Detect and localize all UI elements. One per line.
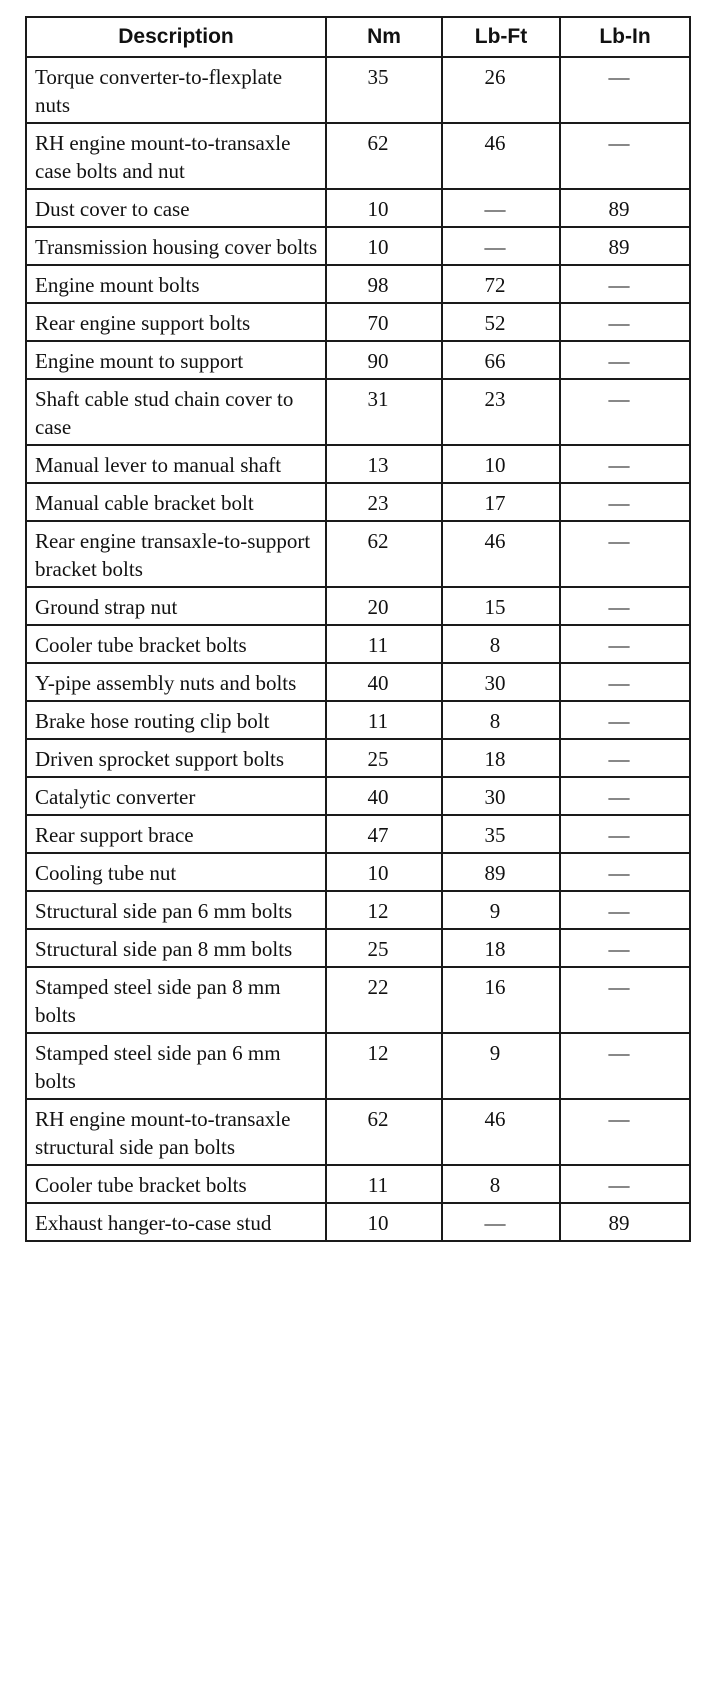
- table-row: [26, 1203, 690, 1241]
- table-row: [26, 587, 690, 625]
- table-body: [26, 57, 690, 1241]
- table-row: [26, 739, 690, 777]
- lbin-cell: —: [560, 379, 690, 445]
- table-row: [26, 1033, 690, 1099]
- lbft-cell: 9: [442, 1033, 560, 1099]
- nm-cell: 70: [326, 303, 442, 341]
- lbft-cell: 17: [442, 483, 560, 521]
- lbin-cell: —: [560, 303, 690, 341]
- lbin-cell: —: [560, 265, 690, 303]
- lbft-cell: 16: [442, 967, 560, 1033]
- lbin-cell: —: [560, 853, 690, 891]
- header-lbft: Lb-Ft: [442, 17, 560, 57]
- table-row: [26, 625, 690, 663]
- nm-cell: 11: [326, 1165, 442, 1203]
- lbft-cell: 46: [442, 123, 560, 189]
- header-nm: Nm: [326, 17, 442, 57]
- nm-cell: 62: [326, 521, 442, 587]
- lbft-cell: 8: [442, 701, 560, 739]
- nm-cell: 47: [326, 815, 442, 853]
- description-cell: Structural side pan 6 mm bolts: [26, 891, 326, 929]
- description-cell: Stamped steel side pan 6 mm bolts: [26, 1033, 326, 1099]
- lbft-cell: 35: [442, 815, 560, 853]
- description-cell: Cooling tube nut: [26, 853, 326, 891]
- nm-cell: 25: [326, 929, 442, 967]
- lbin-cell: —: [560, 521, 690, 587]
- lbft-cell: —: [442, 189, 560, 227]
- description-cell: Torque converter-to-flexplate nuts: [26, 57, 326, 123]
- lbft-cell: 30: [442, 663, 560, 701]
- description-cell: Catalytic converter: [26, 777, 326, 815]
- table-row: [26, 521, 690, 587]
- description-cell: Engine mount to support: [26, 341, 326, 379]
- lbin-cell: —: [560, 341, 690, 379]
- description-cell: Structural side pan 8 mm bolts: [26, 929, 326, 967]
- lbft-cell: 66: [442, 341, 560, 379]
- nm-cell: 12: [326, 1033, 442, 1099]
- table-row: [26, 929, 690, 967]
- description-cell: RH engine mount-to-transaxle structural side pan bolts: [26, 1099, 326, 1165]
- lbin-cell: 89: [560, 227, 690, 265]
- description-cell: Transmission housing cover bolts: [26, 227, 326, 265]
- lbin-cell: —: [560, 1099, 690, 1165]
- lbin-cell: —: [560, 663, 690, 701]
- nm-cell: 10: [326, 189, 442, 227]
- table-row: [26, 123, 690, 189]
- table-row: [26, 303, 690, 341]
- nm-cell: 62: [326, 1099, 442, 1165]
- lbin-cell: —: [560, 701, 690, 739]
- description-cell: Cooler tube bracket bolts: [26, 625, 326, 663]
- lbin-cell: —: [560, 739, 690, 777]
- lbft-cell: 72: [442, 265, 560, 303]
- lbft-cell: 30: [442, 777, 560, 815]
- nm-cell: 13: [326, 445, 442, 483]
- lbft-cell: 46: [442, 521, 560, 587]
- lbin-cell: —: [560, 929, 690, 967]
- lbft-cell: 52: [442, 303, 560, 341]
- lbin-cell: 89: [560, 189, 690, 227]
- lbin-cell: —: [560, 1033, 690, 1099]
- nm-cell: 11: [326, 701, 442, 739]
- header-lbin: Lb-In: [560, 17, 690, 57]
- nm-cell: 31: [326, 379, 442, 445]
- table-row: [26, 815, 690, 853]
- table-row: [26, 1099, 690, 1165]
- nm-cell: 10: [326, 853, 442, 891]
- table-row: [26, 701, 690, 739]
- lbin-cell: 89: [560, 1203, 690, 1241]
- description-cell: Ground strap nut: [26, 587, 326, 625]
- nm-cell: 22: [326, 967, 442, 1033]
- description-cell: Rear engine support bolts: [26, 303, 326, 341]
- lbft-cell: 23: [442, 379, 560, 445]
- table-header-row: [26, 17, 690, 57]
- description-cell: Engine mount bolts: [26, 265, 326, 303]
- description-cell: Brake hose routing clip bolt: [26, 701, 326, 739]
- lbft-cell: 18: [442, 739, 560, 777]
- nm-cell: 35: [326, 57, 442, 123]
- torque-spec-document: [25, 16, 689, 1242]
- table-row: [26, 341, 690, 379]
- lbin-cell: —: [560, 483, 690, 521]
- description-cell: Manual cable bracket bolt: [26, 483, 326, 521]
- description-cell: Dust cover to case: [26, 189, 326, 227]
- lbft-cell: 46: [442, 1099, 560, 1165]
- table-row: [26, 265, 690, 303]
- table-row: [26, 777, 690, 815]
- lbin-cell: —: [560, 1165, 690, 1203]
- lbin-cell: —: [560, 445, 690, 483]
- nm-cell: 40: [326, 777, 442, 815]
- lbin-cell: —: [560, 967, 690, 1033]
- description-cell: Rear engine transaxle-to-support bracket bolts: [26, 521, 326, 587]
- table-row: [26, 189, 690, 227]
- nm-cell: 12: [326, 891, 442, 929]
- description-cell: Shaft cable stud chain cover to case: [26, 379, 326, 445]
- description-cell: Manual lever to manual shaft: [26, 445, 326, 483]
- lbin-cell: —: [560, 891, 690, 929]
- lbft-cell: 18: [442, 929, 560, 967]
- lbin-cell: —: [560, 777, 690, 815]
- nm-cell: 62: [326, 123, 442, 189]
- lbft-cell: 89: [442, 853, 560, 891]
- description-cell: Cooler tube bracket bolts: [26, 1165, 326, 1203]
- header-description: Description: [26, 17, 326, 57]
- table-row: [26, 663, 690, 701]
- torque-spec-table: [25, 16, 691, 1242]
- lbin-cell: —: [560, 587, 690, 625]
- lbft-cell: 15: [442, 587, 560, 625]
- description-cell: Driven sprocket support bolts: [26, 739, 326, 777]
- table-row: [26, 891, 690, 929]
- table-row: [26, 57, 690, 123]
- nm-cell: 10: [326, 1203, 442, 1241]
- table-row: [26, 379, 690, 445]
- lbft-cell: —: [442, 1203, 560, 1241]
- nm-cell: 98: [326, 265, 442, 303]
- nm-cell: 11: [326, 625, 442, 663]
- nm-cell: 10: [326, 227, 442, 265]
- lbft-cell: 26: [442, 57, 560, 123]
- description-cell: Y-pipe assembly nuts and bolts: [26, 663, 326, 701]
- table-row: [26, 967, 690, 1033]
- lbft-cell: 8: [442, 1165, 560, 1203]
- lbin-cell: —: [560, 123, 690, 189]
- table-row: [26, 227, 690, 265]
- lbft-cell: 8: [442, 625, 560, 663]
- description-cell: Exhaust hanger-to-case stud: [26, 1203, 326, 1241]
- description-cell: Stamped steel side pan 8 mm bolts: [26, 967, 326, 1033]
- description-cell: Rear support brace: [26, 815, 326, 853]
- table-row: [26, 483, 690, 521]
- lbft-cell: 10: [442, 445, 560, 483]
- nm-cell: 23: [326, 483, 442, 521]
- lbft-cell: 9: [442, 891, 560, 929]
- nm-cell: 20: [326, 587, 442, 625]
- table-row: [26, 1165, 690, 1203]
- lbin-cell: —: [560, 625, 690, 663]
- lbin-cell: —: [560, 815, 690, 853]
- table-row: [26, 445, 690, 483]
- nm-cell: 90: [326, 341, 442, 379]
- table-row: [26, 853, 690, 891]
- lbft-cell: —: [442, 227, 560, 265]
- lbin-cell: —: [560, 57, 690, 123]
- nm-cell: 25: [326, 739, 442, 777]
- nm-cell: 40: [326, 663, 442, 701]
- description-cell: RH engine mount-to-transaxle case bolts and nut: [26, 123, 326, 189]
